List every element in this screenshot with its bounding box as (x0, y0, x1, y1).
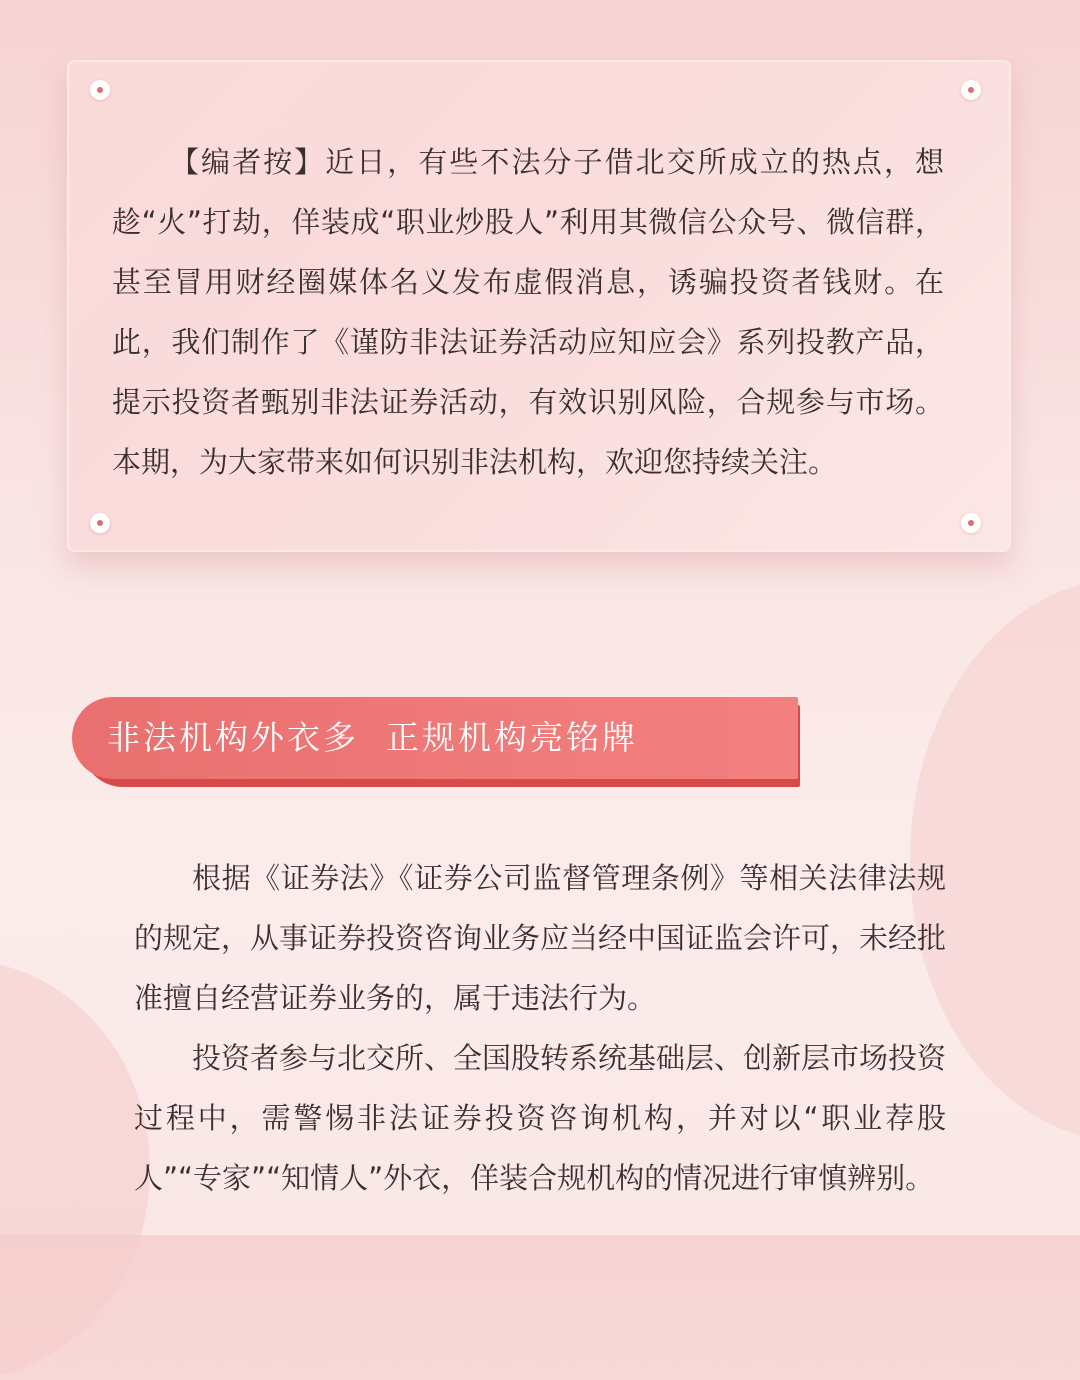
decorative-blob-left (0, 960, 150, 1380)
banner-ribbon (72, 697, 798, 779)
section-heading: 非法机构外衣多 正规机构亮铭牌 (107, 718, 638, 757)
pin-dot-icon (90, 80, 110, 100)
body-paragraph-1: 根据《证券法》《证券公司监督管理条例》等相关法律法规的规定，从事证券投资咨询业务应当经中国证监会许可，未经批准擅自经营证券业务的，属于违法行为。 (134, 861, 947, 1015)
editor-note-text: 【编者按】近日，有些不法分子借北交所成立的热点，想趁“火”打劫，佯装成“职业炒股人”利用其微信公众号、微信群，甚至冒用财经圈媒体名义发布虚假消息，诱骗投资者钱财。在此，我们制作了《谨防非法证券活动应知应会》系列投教产品，提示投资者甄别非法证券活动，有效识别风险，合规参与市场。本期，为大家带来如何识别非法机构，欢迎您持续关注。 (112, 145, 944, 479)
editor-note-card (67, 60, 1011, 552)
body-paragraph-2: 投资者参与北交所、全国股转系统基础层、创新层市场投资过程中，需警惕非法证券投资咨询机构，并对以“职业荐股人”“专家”“知情人”外衣，佯装合规机构的情况进行审慎辨别。 (134, 1041, 947, 1195)
section-body (134, 848, 946, 1208)
section-heading-banner (72, 697, 800, 789)
pin-dot-icon (961, 513, 981, 533)
pin-dot-icon (961, 80, 981, 100)
pin-dot-icon (90, 513, 110, 533)
